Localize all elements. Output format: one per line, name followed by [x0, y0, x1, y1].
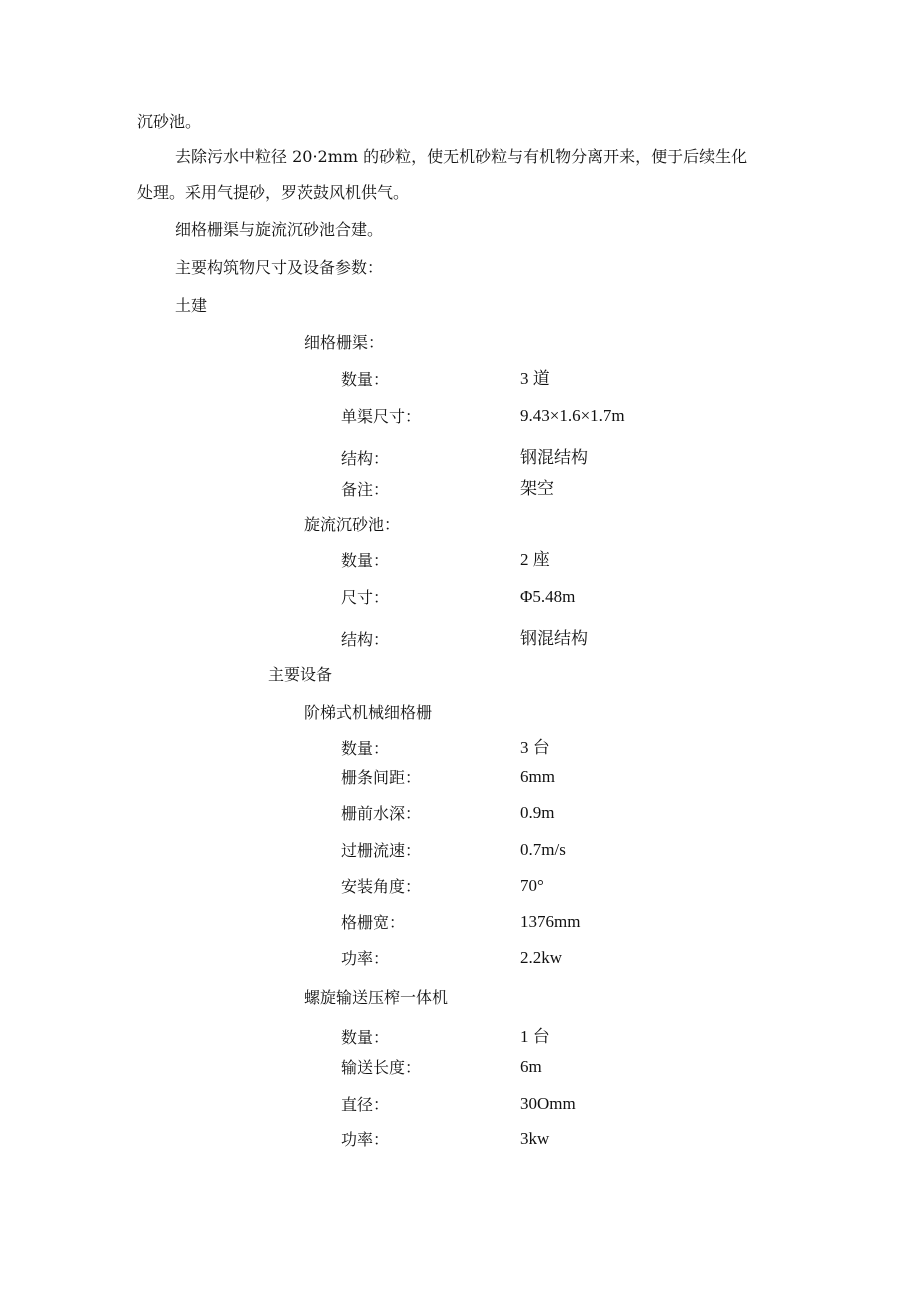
step-screen-value: 70° — [520, 876, 544, 895]
grille-channel-value: 9.43×1.6×1.7m — [520, 406, 625, 425]
intro-line-3: 处理。采用气提砂，罗茨鼓风机供气。 — [137, 183, 410, 202]
screw-press-label: 数量： — [341, 1028, 390, 1047]
swirl-grit-value: 钢混结构 — [520, 629, 588, 648]
step-screen-label: 安装角度： — [341, 877, 422, 896]
grille-channel-label: 单渠尺寸： — [341, 407, 422, 426]
grille-channel-value: 3 道 — [520, 369, 550, 388]
swirl-grit-title: 旋流沉砂池： — [304, 515, 401, 534]
swirl-grit-label: 数量： — [341, 551, 390, 570]
intro-line-2: 去除污水中粒径 20·2mm 的砂粒，使无机砂粒与有机物分离开来，便于后续生化 — [175, 147, 748, 166]
intro-line-4: 细格栅渠与旋流沉砂池合建。 — [175, 220, 384, 239]
screw-press-title: 螺旋输送压榨一体机 — [304, 988, 449, 1007]
swirl-grit-value: 2 座 — [520, 550, 550, 569]
step-screen-label: 过栅流速： — [341, 841, 422, 860]
step-screen-value: 0.9m — [520, 803, 555, 822]
section-equipment-heading: 主要设备 — [268, 665, 333, 684]
grille-channel-value: 钢混结构 — [520, 448, 588, 467]
screw-press-value: 6m — [520, 1057, 542, 1076]
intro-line-5: 主要构筑物尺寸及设备参数： — [175, 258, 384, 277]
step-screen-value: 1376mm — [520, 912, 581, 931]
grille-channel-value: 架空 — [520, 479, 554, 498]
screw-press-label: 输送长度： — [341, 1058, 422, 1077]
step-screen-value: 3 台 — [520, 738, 550, 757]
step-screen-title: 阶梯式机械细格栅 — [304, 703, 433, 722]
step-screen-label: 功率： — [341, 949, 390, 968]
grille-channel-label: 结构： — [341, 449, 390, 468]
step-screen-value: 6mm — [520, 767, 555, 786]
grille-channel-title: 细格栅渠： — [304, 333, 385, 352]
section-civil-heading: 土建 — [175, 296, 208, 315]
step-screen-value: 0.7m/s — [520, 840, 566, 859]
grille-channel-label: 备注： — [341, 480, 390, 499]
step-screen-label: 栅条间距： — [341, 768, 422, 787]
swirl-grit-value: Φ5.48m — [520, 587, 576, 606]
step-screen-value: 2.2kw — [520, 948, 563, 967]
screw-press-label: 功率： — [341, 1130, 390, 1149]
screw-press-value: 30Omm — [520, 1094, 576, 1113]
screw-press-value: 3kw — [520, 1129, 550, 1148]
swirl-grit-label: 尺寸： — [341, 588, 390, 607]
grille-channel-label: 数量： — [341, 370, 390, 389]
step-screen-label: 格栅宽： — [341, 913, 406, 932]
step-screen-label: 栅前水深： — [341, 804, 422, 823]
swirl-grit-label: 结构： — [341, 630, 390, 649]
screw-press-value: 1 台 — [520, 1027, 550, 1046]
screw-press-label: 直径： — [341, 1095, 390, 1114]
step-screen-label: 数量： — [341, 739, 390, 758]
intro-line-1: 沉砂池。 — [137, 112, 202, 131]
